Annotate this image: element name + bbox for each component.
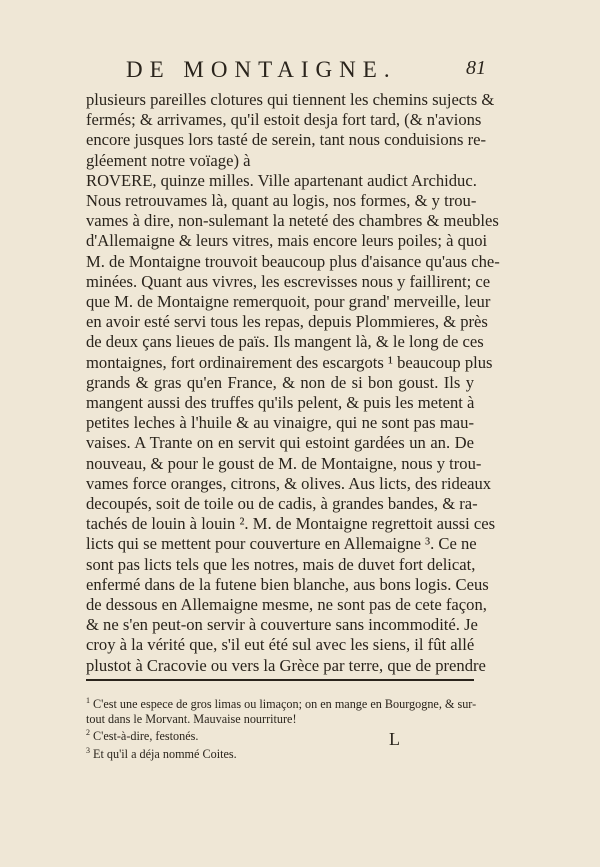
text-line: licts qui se mettent pour couverture en Allemaigne ³. Ce ne <box>86 534 477 554</box>
text-line: de deux çans lieues de païs. Ils mangent là, & le long de ces <box>86 332 484 352</box>
signature-mark: L <box>389 729 400 749</box>
text-line: plustot à Cracovie ou vers la Grèce par terre, que de prendre <box>86 655 486 675</box>
text-line: montaignes, fort ordinairement des escargots ¹ beaucoup plus <box>86 352 493 372</box>
text-line: vames à dire, non-sulemant la neteté des chambres & meubles <box>86 211 499 231</box>
text-line: decoupés, soit de toile ou de cadis, à grandes bandes, & ra- <box>86 494 478 514</box>
text-line: mangent aussi des truffes qu'ils pelent, & puis les metent à <box>86 393 475 413</box>
page-header <box>86 57 486 85</box>
text-line: vames force oranges, citrons, & olives. Aus licts, des rideaux <box>86 473 492 493</box>
text-line: plusieurs pareilles clotures qui tiennent les chemins sujects & <box>86 90 495 109</box>
text-line: enfermé dans de la futene bien blanche, aus bons logis. Ceus <box>86 574 489 594</box>
running-head: DE MONTAIGNE. <box>126 57 397 82</box>
footnote-text: Et qu'il a déja nommé Coites. <box>93 746 237 761</box>
text-line: de dessous en Allemaigne mesme, ne sont pas de cete façon, <box>86 595 487 615</box>
footnote-3 <box>86 744 474 762</box>
text-line: vaises. A Trante on en servit qui estoint gardées un an. De <box>86 433 474 453</box>
footnote-text: C'est-à-dire, festonés. <box>93 729 199 744</box>
text-line: sont pas licts tels que les notres, mais de duvet fort delicat, <box>86 554 476 574</box>
footnote-number: 1 <box>86 696 90 705</box>
footnote-number: 3 <box>86 745 90 755</box>
text-line: minées. Quant aus vivres, les escrevisses nous y faillirent; ce <box>86 271 491 291</box>
footnote-2 <box>86 726 474 744</box>
footnotes <box>86 694 477 762</box>
text-line: ROVERE, quinze milles. Ville apartenant audict Archiduc. <box>86 170 477 190</box>
text-line: petites leches à l'huile & au vinaigre, qui ne sont pas mau- <box>86 413 474 433</box>
footnote-number: 2 <box>86 728 90 738</box>
page-number: 81 <box>466 57 486 79</box>
text-line: tachés de louin à louin ². M. de Montaigne regrettoit aussi ces <box>86 514 496 534</box>
text-line: grands & gras qu'en France, & non de si bon goust. Ils y <box>86 372 474 392</box>
text-line: que M. de Montaigne remerquoit, pour grand' merveille, leur <box>86 292 491 312</box>
footnote-1 <box>86 694 477 712</box>
text-line: fermés; & arrivames, qu'il estoit desja fort tard, (& n'avions <box>86 110 482 130</box>
footnote-1-cont <box>86 712 474 727</box>
body-text <box>86 90 500 676</box>
footnote-text: tout dans le Morvant. Mauvaise nourriture! <box>86 711 297 726</box>
text-line: gléement notre voïage) à <box>86 150 251 170</box>
text-line: & ne s'en peut-on servir à couverture sans incommodité. Je <box>86 615 478 635</box>
text-line: d'Allemaigne & leurs vitres, mais encore leurs poiles; à quoi <box>86 231 488 251</box>
text-line: Nous retrouvames là, quant au logis, nos formes, & y trou- <box>86 191 477 211</box>
text-line: en avoir esté servi tous les repas, depuis Plommieres, & près <box>86 312 488 332</box>
text-line: nouveau, & pour le goust de M. de Montaigne, nous y trou- <box>86 453 482 473</box>
text-line: encore jusques lors tasté de serein, tant nous conduisions re- <box>86 130 486 150</box>
text-line: M. de Montaigne trouvoit beaucoup plus d'aisance qu'aus che- <box>86 251 500 271</box>
text-line: croy à la vérité que, s'il eut été sul avec les siens, il fût allé <box>86 635 475 655</box>
footnote-text: C'est une espece de gros limas ou limaçon; on en mange en Bourgogne, & sur- <box>93 697 477 712</box>
footnote-rule <box>86 679 474 681</box>
